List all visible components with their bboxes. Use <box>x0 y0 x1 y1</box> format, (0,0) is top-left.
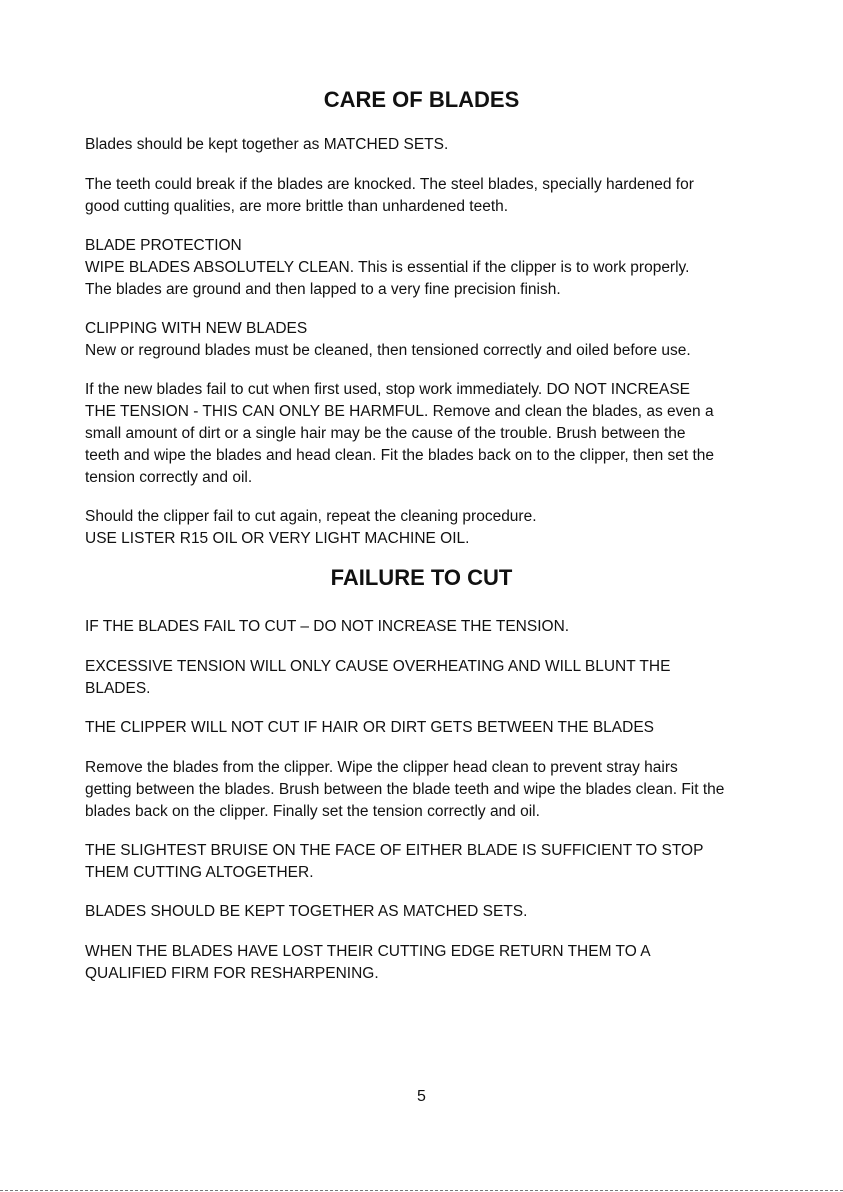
care-of-blades-heading: CARE OF BLADES <box>323 87 520 112</box>
excessive-tension-paragraph: EXCESSIVE TENSION WILL ONLY CAUSE OVERHEATING AND WILL BLUNT THE BLADES. <box>85 658 671 697</box>
matched-sets-reminder-paragraph: BLADES SHOULD BE KEPT TOGETHER AS MATCHED SETS. <box>85 903 528 920</box>
blade-protection-subheading: BLADE PROTECTION <box>85 237 242 254</box>
new-blades-paragraph: CLIPPING WITH NEW BLADES New or reground blades must be cleaned, then tensioned correctly and oiled before use. <box>85 318 775 362</box>
page-number: 5 <box>417 1088 426 1105</box>
new-blades-subheading: CLIPPING WITH NEW BLADES <box>85 320 308 337</box>
slightest-bruise-paragraph: THE SLIGHTEST BRUISE ON THE FACE OF EITHER BLADE IS SUFFICIENT TO STOP THEM CUTTING ALTOGETHER. <box>85 842 704 881</box>
fail-to-cut-first-use-paragraph: If the new blades fail to cut when first used, stop work immediately. DO NOT INCREASE THE TENSION - THIS CAN ONLY BE HARMFUL. Remove and clean the blades, as even a small amount of dirt or a single hair may be the cause of the trouble. Brush between the teeth and wipe the blades and head clean. Fit the blades back on to the clipper, then set the tension correctly and oil. <box>85 381 715 486</box>
teeth-break-paragraph: The teeth could break if the blades are knocked. The steel blades, specially hardened for good cutting qualities, are more brittle than unhardened teeth. <box>85 176 694 215</box>
remove-blades-paragraph: Remove the blades from the clipper. Wipe the clipper head clean to prevent stray hairs getting between the blades. Brush between the blade teeth and wipe the blades clean. Fit the blades back on the clipper. Finally set the tension correctly and oil. <box>85 759 725 820</box>
failure-to-cut-heading: FAILURE TO CUT <box>330 565 513 590</box>
resharpening-paragraph: WHEN THE BLADES HAVE LOST THEIR CUTTING EDGE RETURN THEM TO A QUALIFIED FIRM FOR RESHARPENING. <box>85 943 651 982</box>
hair-or-dirt-paragraph: THE CLIPPER WILL NOT CUT IF HAIR OR DIRT GETS BETWEEN THE BLADES <box>85 719 655 736</box>
page-bottom-edge <box>0 1190 843 1191</box>
do-not-increase-tension-paragraph: IF THE BLADES FAIL TO CUT – DO NOT INCREASE THE TENSION. <box>85 618 570 635</box>
blade-protection-paragraph: BLADE PROTECTION WIPE BLADES ABSOLUTELY CLEAN. This is essential if the clipper is to work properly. The blades are ground and then lapped to a very fine precision finish. <box>85 235 775 301</box>
matched-sets-paragraph: Blades should be kept together as MATCHED SETS. <box>85 136 449 153</box>
cleaning-procedure-paragraph: Should the clipper fail to cut again, repeat the cleaning procedure. USE LISTER R15 OIL OR VERY LIGHT MACHINE OIL. <box>85 508 537 547</box>
